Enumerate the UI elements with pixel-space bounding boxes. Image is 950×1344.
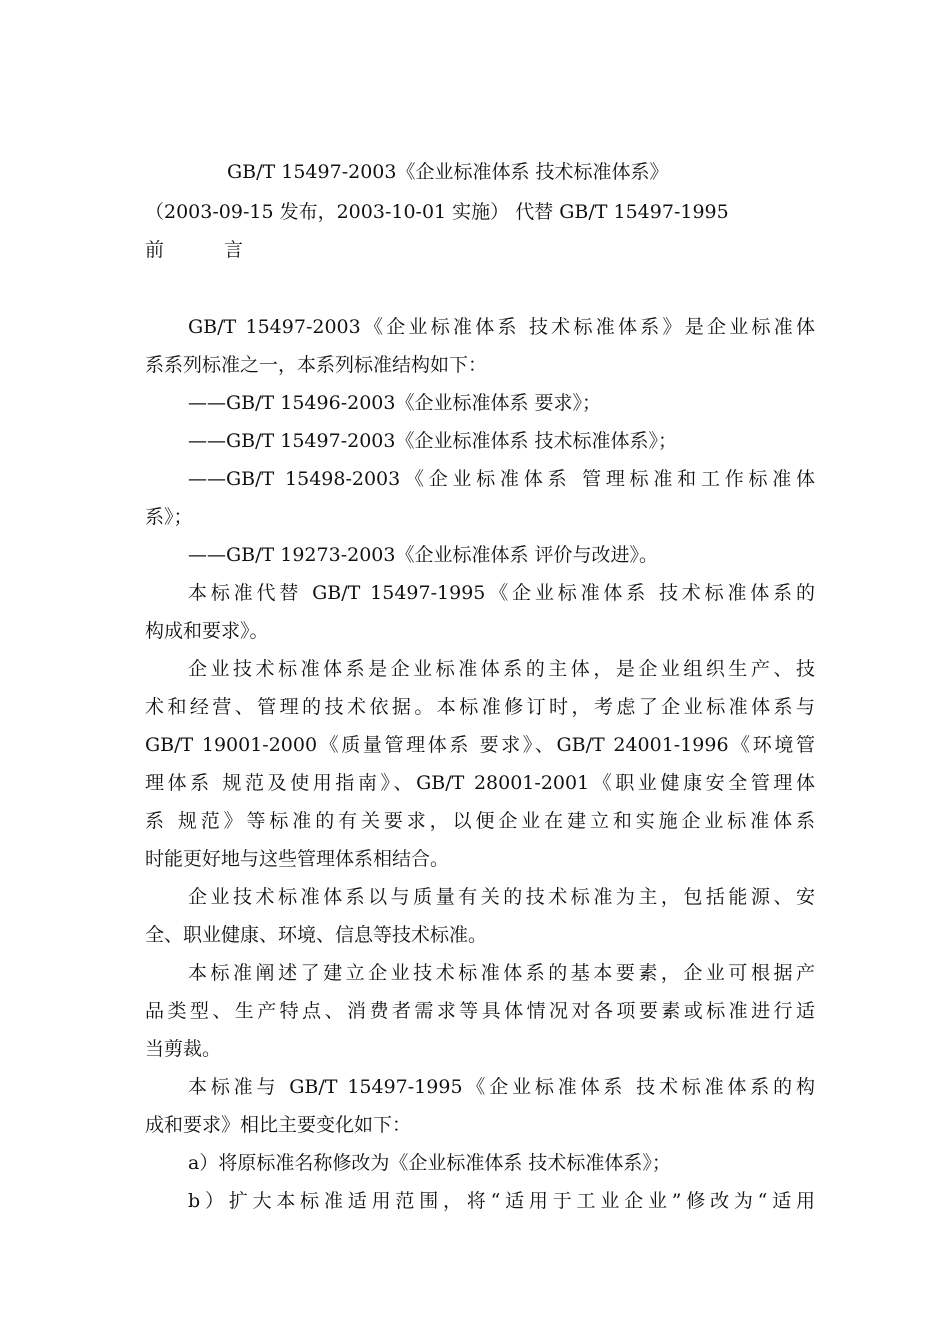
paragraph-line: 本标准与 GB/T 15497-1995《企业标准体系 技术标准体系的构 [188, 1076, 815, 1098]
paragraph-line: 系系列标准之一，本系列标准结构如下： [145, 354, 488, 376]
paragraph-line: 术和经营、管理的技术依据。本标准修订时，考虑了企业标准体系与 [145, 696, 815, 718]
paragraph-line: 全、职业健康、环境、信息等技术标准。 [145, 924, 488, 946]
paragraph-line: GB/T 15497-2003《企业标准体系 技术标准体系》是企业标准体 [188, 316, 815, 338]
document-title: GB/T 15497-2003《企业标准体系 技术标准体系》 [227, 161, 669, 183]
paragraph-line: 理体系 规范及使用指南》、GB/T 28001-2001《职业健康安全管理体 [145, 772, 815, 794]
paragraph-line: 成和要求》相比主要变化如下： [145, 1114, 412, 1136]
list-item: b）扩大本标准适用范围，将“适用于工业企业”修改为“适用 [188, 1190, 815, 1212]
list-item: ——GB/T 15497-2003《企业标准体系 技术标准体系》； [188, 430, 678, 452]
paragraph-line: 系 规范》等标准的有关要求，以便企业在建立和实施企业标准体系 [145, 810, 815, 832]
paragraph-line: 本标准代替 GB/T 15497-1995《企业标准体系 技术标准体系的 [188, 582, 815, 604]
list-item: ——GB/T 15496-2003《企业标准体系 要求》； [188, 392, 602, 414]
paragraph-line: 企业技术标准体系是企业标准体系的主体，是企业组织生产、技 [188, 658, 815, 680]
list-item: ——GB/T 19273-2003《企业标准体系 评价与改进》。 [188, 544, 659, 566]
list-item: a）将原标准名称修改为《企业标准体系 技术标准体系》； [188, 1152, 671, 1174]
paragraph-line: 品类型、生产特点、消费者需求等具体情况对各项要素或标准进行适 [145, 1000, 815, 1022]
paragraph-line: 当剪裁。 [145, 1038, 222, 1060]
list-item: ——GB/T 15498-2003《企业标准体系 管理标准和工作标准体 [188, 468, 815, 490]
paragraph-line: 系》； [145, 506, 193, 528]
paragraph-line: 构成和要求》。 [145, 620, 269, 642]
paragraph-line: 本标准阐述了建立企业技术标准体系的基本要素，企业可根据产 [188, 962, 815, 984]
foreword-heading-char-1: 前 [145, 239, 165, 261]
paragraph-line: GB/T 19001-2000《质量管理体系 要求》、GB/T 24001-1996《环境管 [145, 734, 815, 756]
paragraph-line: 时能更好地与这些管理体系相结合。 [145, 848, 450, 870]
foreword-heading-char-2: 言 [224, 239, 244, 261]
paragraph-line: 企业技术标准体系以与质量有关的技术标准为主，包括能源、安 [188, 886, 815, 908]
document-subtitle: （2003-09-15 发布，2003-10-01 实施） 代替 GB/T 15497-1995 [145, 201, 729, 223]
